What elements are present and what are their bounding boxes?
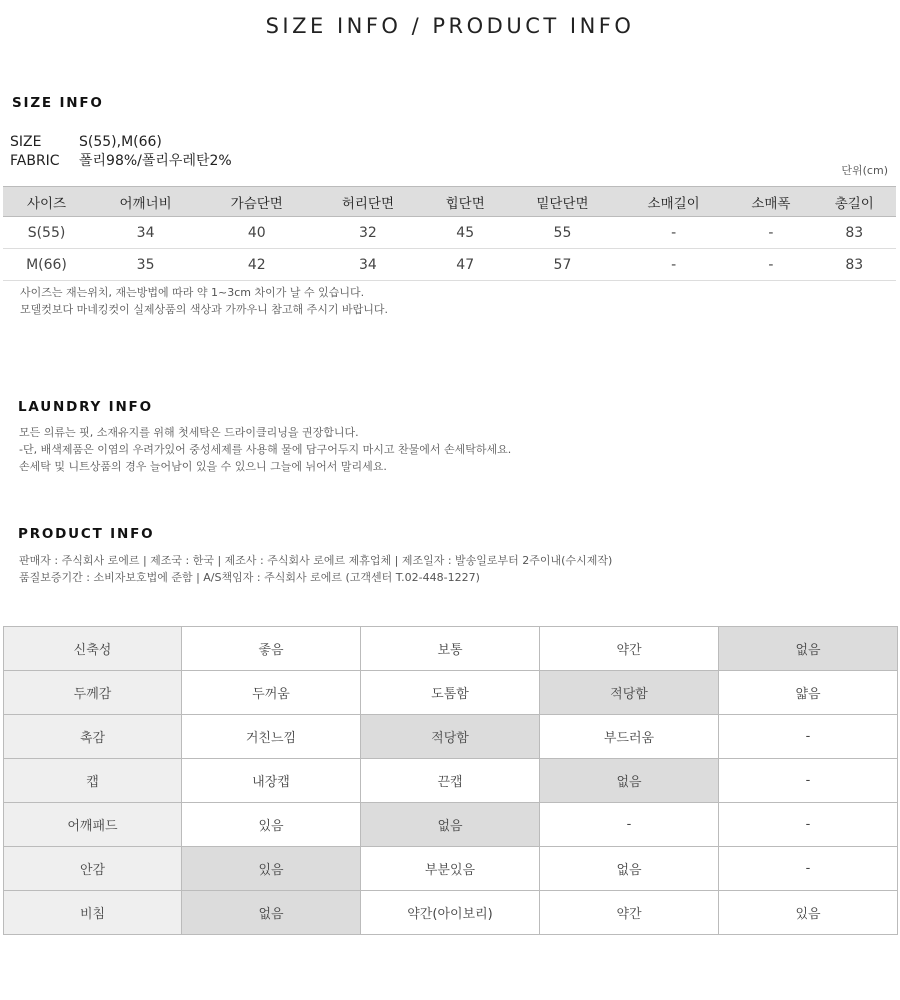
- attribute-option: 약간: [540, 627, 719, 671]
- col-header: 힙단면: [424, 187, 507, 217]
- attribute-option: 약간: [540, 891, 719, 935]
- note-line: -단, 배색제품은 이염의 우려가있어 중성세제를 사용해 물에 담구어두지 마시고 찬물에서 손세탁하세요.: [19, 443, 512, 456]
- size-info-heading: SIZE INFO: [12, 95, 104, 111]
- attribute-option: -: [719, 847, 898, 891]
- col-header: 어깨너비: [90, 187, 201, 217]
- attribute-option: 있음: [182, 803, 361, 847]
- fabric-value: 폴리98%/폴리우레탄2%: [79, 153, 232, 169]
- col-header: 가슴단면: [201, 187, 312, 217]
- attribute-option: 보통: [361, 627, 540, 671]
- attribute-option: 얇음: [719, 671, 898, 715]
- table-cell: -: [729, 217, 812, 249]
- attribute-row: [4, 671, 898, 715]
- note-line: 판매자 : 주식회사 로에르 | 제조국 : 한국 | 제조사 : 주식회사 로에르 제휴업체 | 제조일자 : 발송일로부터 2주이내(수시제작): [19, 554, 613, 567]
- attribute-option: 내장캡: [182, 759, 361, 803]
- attribute-label: 신축성: [4, 627, 182, 671]
- attribute-label: 비침: [4, 891, 182, 935]
- table-cell: 40: [201, 217, 312, 249]
- attribute-row: [4, 847, 898, 891]
- table-cell: 32: [312, 217, 423, 249]
- table-cell: 45: [424, 217, 507, 249]
- table-cell: 47: [424, 249, 507, 281]
- table-cell: -: [618, 217, 729, 249]
- attribute-option: -: [719, 803, 898, 847]
- col-header: 밑단단면: [507, 187, 618, 217]
- attribute-option: 거친느낌: [182, 715, 361, 759]
- attribute-option: 도톰함: [361, 671, 540, 715]
- table-cell: 83: [813, 217, 896, 249]
- attribute-option: 있음: [182, 847, 361, 891]
- col-header: 허리단면: [312, 187, 423, 217]
- table-cell: -: [729, 249, 812, 281]
- table-cell: 83: [813, 249, 896, 281]
- table-cell: 34: [90, 217, 201, 249]
- attribute-label: 두께감: [4, 671, 182, 715]
- size-table: [3, 186, 896, 281]
- attribute-option: 부분있음: [361, 847, 540, 891]
- note-line: 품질보증기간 : 소비자보호법에 준함 | A/S책임자 : 주식회사 로에르 (고객센터 T.02-448-1227): [19, 571, 480, 584]
- attribute-option: 적당함: [540, 671, 719, 715]
- table-cell: 55: [507, 217, 618, 249]
- col-header: 사이즈: [3, 187, 90, 217]
- unit-label: 단위(cm): [841, 164, 888, 177]
- attribute-option: 적당함: [361, 715, 540, 759]
- size-table-header: [3, 187, 896, 217]
- attribute-label: 어깨패드: [4, 803, 182, 847]
- attribute-option: 없음: [540, 759, 719, 803]
- table-cell: 35: [90, 249, 201, 281]
- product-info-heading: PRODUCT INFO: [18, 526, 155, 542]
- laundry-notes: [19, 424, 511, 475]
- product-notes: [19, 552, 612, 586]
- note-line: 사이즈는 재는위치, 재는방법에 따라 약 1~3cm 차이가 날 수 있습니다.: [20, 286, 365, 299]
- table-cell: 42: [201, 249, 312, 281]
- attribute-option: 부드러움: [540, 715, 719, 759]
- table-cell: 34: [312, 249, 423, 281]
- attribute-row: [4, 627, 898, 671]
- attribute-table: [3, 626, 898, 935]
- size-key: SIZE: [10, 134, 42, 150]
- attribute-row: [4, 759, 898, 803]
- table-cell: M(66): [3, 249, 90, 281]
- fabric-key: FABRIC: [10, 153, 60, 169]
- col-header: 총길이: [813, 187, 896, 217]
- size-notes: [20, 284, 388, 318]
- note-line: 모델컷보다 마네킹컷이 실제상품의 색상과 가까우니 참고해 주시기 바랍니다.: [20, 303, 389, 316]
- attribute-row: [4, 891, 898, 935]
- attribute-option: 없음: [182, 891, 361, 935]
- table-row: [3, 249, 896, 281]
- table-cell: -: [618, 249, 729, 281]
- size-row: [10, 134, 162, 150]
- attribute-label: 캡: [4, 759, 182, 803]
- attribute-option: -: [540, 803, 719, 847]
- table-cell: 57: [507, 249, 618, 281]
- attribute-option: 있음: [719, 891, 898, 935]
- size-value: S(55),M(66): [79, 134, 162, 150]
- attribute-option: 없음: [361, 803, 540, 847]
- table-row: [3, 217, 896, 249]
- laundry-info-heading: LAUNDRY INFO: [18, 399, 153, 415]
- page-title: SIZE INFO / PRODUCT INFO: [265, 14, 635, 38]
- attribute-option: 약간(아이보리): [361, 891, 540, 935]
- col-header: 소매폭: [729, 187, 812, 217]
- table-cell: S(55): [3, 217, 90, 249]
- col-header: 소매길이: [618, 187, 729, 217]
- attribute-option: 없음: [719, 627, 898, 671]
- attribute-option: 두꺼움: [182, 671, 361, 715]
- note-line: 손세탁 및 니트상품의 경우 늘어남이 있을 수 있으니 그늘에 뉘어서 말리세요.: [19, 460, 387, 473]
- attribute-option: -: [719, 759, 898, 803]
- fabric-row: [10, 150, 232, 170]
- note-line: 모든 의류는 핏, 소재유지를 위해 첫세탁은 드라이클리닝을 권장합니다.: [19, 426, 359, 439]
- attribute-option: 끈캡: [361, 759, 540, 803]
- attribute-label: 촉감: [4, 715, 182, 759]
- attribute-row: [4, 803, 898, 847]
- attribute-row: [4, 715, 898, 759]
- attribute-label: 안감: [4, 847, 182, 891]
- attribute-option: 좋음: [182, 627, 361, 671]
- attribute-option: -: [719, 715, 898, 759]
- attribute-option: 없음: [540, 847, 719, 891]
